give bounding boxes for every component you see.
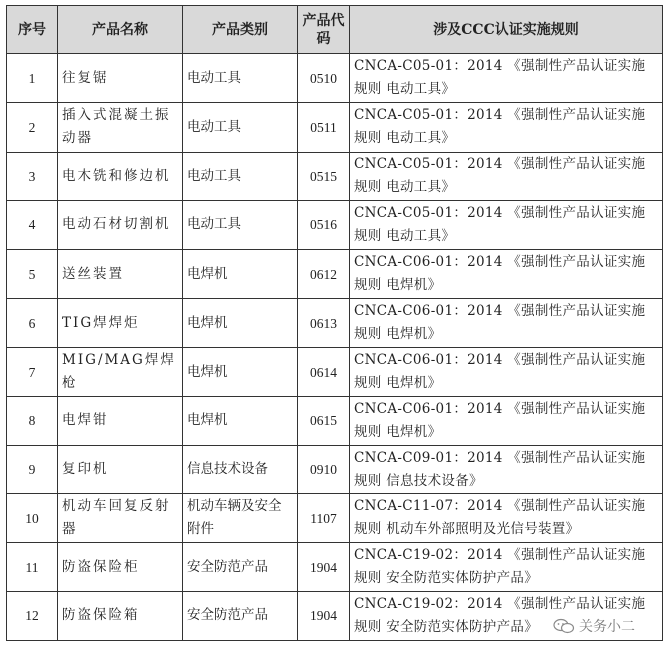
ccc-rule-cell: CNCA-C09-01：2014 《强制性产品认证实施规则 信息技术设备》 (350, 445, 663, 493)
product-name-cell: 电木铣和修边机 (58, 152, 183, 200)
ccc-rule-cell: CNCA-C06-01：2014 《强制性产品认证实施规则 电焊机》 (350, 299, 663, 348)
ccc-rule-cell: CNCA-C05-01：2014 《强制性产品认证实施规则 电动工具》 (350, 200, 663, 249)
table-row (7, 54, 663, 103)
table-row (7, 348, 663, 396)
product-category-cell: 电动工具 (183, 200, 298, 249)
table-row (7, 152, 663, 200)
row-index-cell: 9 (7, 445, 58, 493)
product-category-cell: 电焊机 (183, 249, 298, 298)
table-row (7, 494, 663, 543)
row-index-cell: 2 (7, 103, 58, 152)
table-row (7, 200, 663, 249)
product-name-cell: TIG焊焊炬 (58, 299, 183, 348)
product-code-cell: 0515 (298, 152, 350, 200)
ccc-product-table (6, 5, 663, 641)
ccc-rule-cell: CNCA-C06-01：2014 《强制性产品认证实施规则 电焊机》 (350, 348, 663, 396)
table-body (7, 54, 663, 641)
product-category-cell: 电焊机 (183, 396, 298, 445)
row-index-cell: 11 (7, 543, 58, 591)
ccc-rule-cell: CNCA-C19-02：2014 《强制性产品认证实施规则 安全防范实体防护产品》 (350, 591, 663, 640)
product-code-cell: 0910 (298, 445, 350, 493)
product-code-cell: 0613 (298, 299, 350, 348)
product-category-cell: 电焊机 (183, 299, 298, 348)
header-category: 产品类别 (183, 6, 298, 54)
product-code-cell: 1904 (298, 591, 350, 640)
ccc-rule-cell: CNCA-C05-01：2014 《强制性产品认证实施规则 电动工具》 (350, 103, 663, 152)
product-category-cell: 电焊机 (183, 348, 298, 396)
ccc-rule-cell: CNCA-C06-01：2014 《强制性产品认证实施规则 电焊机》 (350, 396, 663, 445)
product-name-cell: 电焊钳 (58, 396, 183, 445)
row-index-cell: 12 (7, 591, 58, 640)
product-name-cell: 复印机 (58, 445, 183, 493)
product-name-cell: 防盗保险箱 (58, 591, 183, 640)
ccc-rule-cell: CNCA-C11-07：2014 《强制性产品认证实施规则 机动车外部照明及光信号装置》 (350, 494, 663, 543)
table-row (7, 299, 663, 348)
row-index-cell: 7 (7, 348, 58, 396)
watermark-text: 关务小二 (579, 619, 635, 635)
product-name-cell: 电动石材切割机 (58, 200, 183, 249)
header-idx: 序号 (7, 6, 58, 54)
product-name-cell: MIG/MAG焊焊枪 (58, 348, 183, 396)
ccc-rule-cell: CNCA-C05-01：2014 《强制性产品认证实施规则 电动工具》 (350, 152, 663, 200)
header-rule: 涉及CCC认证实施规则 (350, 6, 663, 54)
product-code-cell: 0516 (298, 200, 350, 249)
product-category-cell: 安全防范产品 (183, 591, 298, 640)
product-code-cell: 1107 (298, 494, 350, 543)
product-code-cell: 0511 (298, 103, 350, 152)
table-row (7, 543, 663, 591)
product-category-cell: 安全防范产品 (183, 543, 298, 591)
product-category-cell: 信息技术设备 (183, 445, 298, 493)
row-index-cell: 3 (7, 152, 58, 200)
product-category-cell: 电动工具 (183, 103, 298, 152)
row-index-cell: 8 (7, 396, 58, 445)
product-name-cell: 防盗保险柜 (58, 543, 183, 591)
ccc-rule-cell: CNCA-C19-02：2014 《强制性产品认证实施规则 安全防范实体防护产品》 (350, 543, 663, 591)
row-index-cell: 1 (7, 54, 58, 103)
table-row (7, 103, 663, 152)
wechat-icon (553, 618, 575, 634)
product-category-cell: 电动工具 (183, 152, 298, 200)
product-name-cell: 插入式混凝土振动器 (58, 103, 183, 152)
product-category-cell: 电动工具 (183, 54, 298, 103)
product-code-cell: 0615 (298, 396, 350, 445)
watermark (551, 616, 637, 636)
product-category-cell: 机动车辆及安全附件 (183, 494, 298, 543)
row-index-cell: 4 (7, 200, 58, 249)
row-index-cell: 10 (7, 494, 58, 543)
header-name: 产品名称 (58, 6, 183, 54)
product-code-cell: 0614 (298, 348, 350, 396)
table-header-row (7, 6, 663, 54)
ccc-rule-cell: CNCA-C05-01：2014 《强制性产品认证实施规则 电动工具》 (350, 54, 663, 103)
table-row (7, 445, 663, 493)
product-code-cell: 1904 (298, 543, 350, 591)
product-code-cell: 0612 (298, 249, 350, 298)
ccc-rule-cell: CNCA-C06-01：2014 《强制性产品认证实施规则 电焊机》 (350, 249, 663, 298)
product-name-cell: 送丝装置 (58, 249, 183, 298)
product-name-cell: 往复锯 (58, 54, 183, 103)
header-code: 产品代码 (298, 6, 350, 54)
table-row (7, 396, 663, 445)
product-name-cell: 机动车回复反射器 (58, 494, 183, 543)
table-row (7, 249, 663, 298)
product-code-cell: 0510 (298, 54, 350, 103)
row-index-cell: 6 (7, 299, 58, 348)
row-index-cell: 5 (7, 249, 58, 298)
